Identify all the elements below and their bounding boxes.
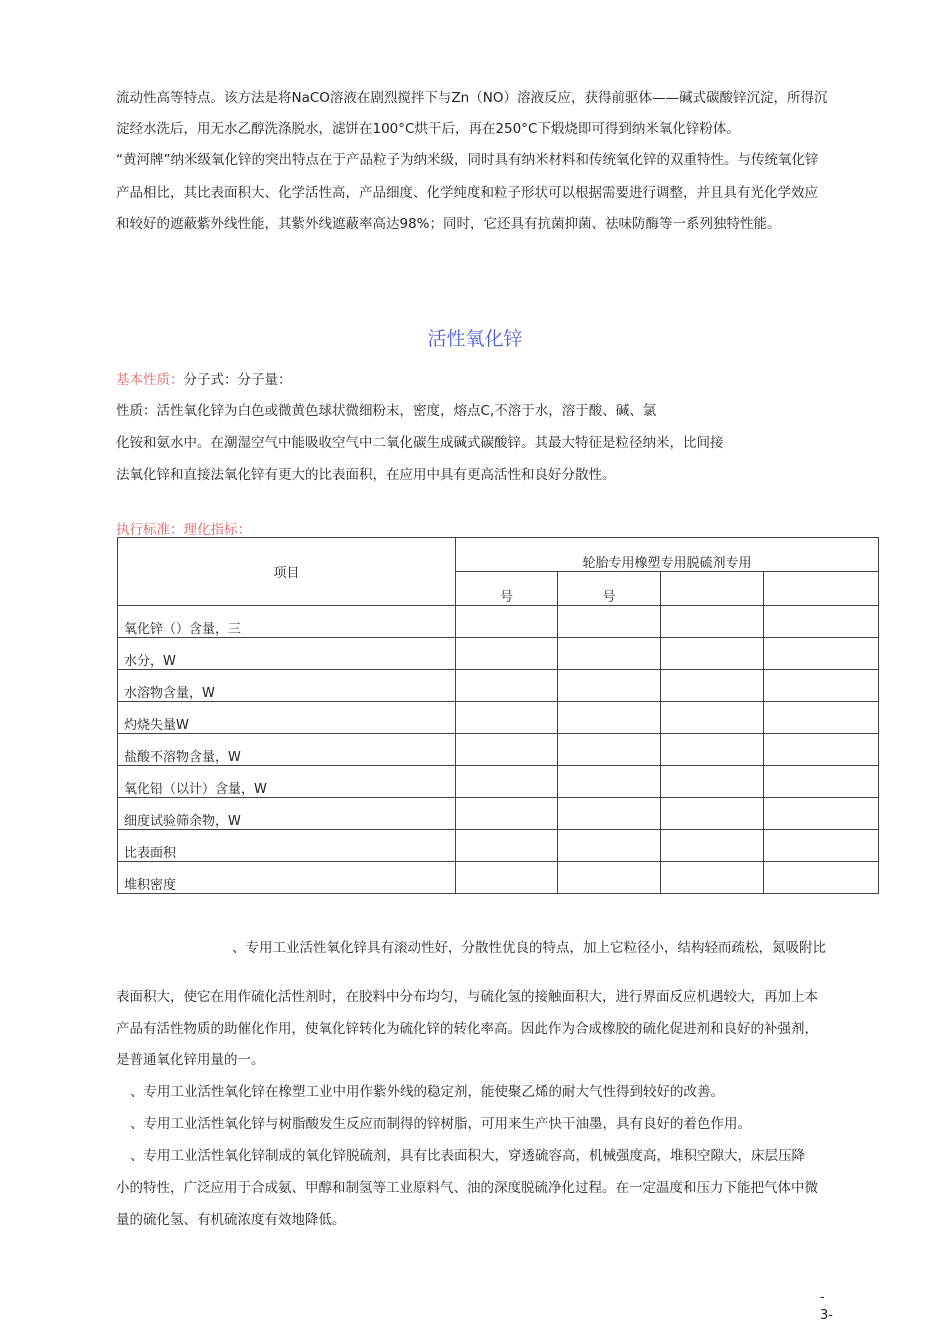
- table-row: [118, 862, 879, 894]
- table-subheader: [661, 572, 764, 606]
- row-label: 比表面积: [118, 830, 456, 862]
- intro-line-2: 淀经水洗后，用无水乙醇洗涤脱水，滤饼在100°C烘干后，再在250°C下煅烧即可得到纳米氧化锌粉体。: [116, 121, 740, 137]
- usage-line-9: 量的硫化氢、有机硫浓度有效地降低。: [116, 1212, 346, 1228]
- properties-line-1: 性质：活性氧化锌为白色或微黄色球状微细粉末，密度，熔点C,不溶于水，溶于酸、碱、氯: [116, 403, 657, 419]
- row-label: 水分，W: [118, 638, 456, 670]
- table-row: [118, 638, 879, 670]
- intro-line-1: 流动性高等特点。该方法是将NaCO溶液在剧烈搅拌下与Zn（NO）溶液反应，获得前驱体——碱式碳酸锌沉淀，所得沉: [116, 90, 828, 106]
- usage-line-8: 小的特性，广泛应用于合成氨、甲醇和制氢等工业原料气、油的深度脱硫净化过程。在一定温度和压力下能把气体中微: [116, 1180, 818, 1196]
- table-row: [118, 606, 879, 638]
- table-subheader: [764, 572, 879, 606]
- section-title: 活性氧化锌: [427, 328, 523, 350]
- usage-line-2: 表面积大，使它在用作硫化活性剂时，在胶料中分布均匀，与硫化氢的接触面积大，进行界面反应机遇较大，再加上本: [116, 989, 818, 1005]
- page-number-dash: -: [820, 1290, 825, 1305]
- usage-line-7: 、专用工业活性氧化锌制成的氧化锌脱硫剂，具有比表面积大，穿透硫容高，机械强度高，堆积空隙大，床层压降: [130, 1148, 805, 1164]
- table-row: [118, 830, 879, 862]
- intro-line-3: “黄河牌”纳米级氧化锌的突出特点在于产品粒子为纳米级，同时具有纳米材料和传统氧化锌的双重特性。与传统氧化锌: [116, 152, 819, 168]
- row-label: 细度试验筛余物，W: [118, 798, 456, 830]
- table-subheader: 号: [558, 572, 661, 606]
- standard-label: 执行标准：理化指标：: [116, 522, 251, 538]
- table-row: [118, 702, 879, 734]
- spec-table: [117, 537, 879, 894]
- intro-line-4: 产品相比，其比表面积大、化学活性高，产品细度、化学纯度和粒子形状可以根据需要进行调整，并且具有光化学效应: [116, 185, 818, 201]
- row-label: 氧化铅（以计）含量，W: [118, 766, 456, 798]
- row-label: 氧化锌（）含量，三: [118, 606, 456, 638]
- table-row: [118, 798, 879, 830]
- table-header-item: 项目: [118, 538, 456, 606]
- usage-line-5: 、专用工业活性氧化锌在橡塑工业中用作紫外线的稳定剂，能使聚乙烯的耐大气性得到较好的改善。: [130, 1084, 724, 1100]
- row-label: 水溶物含量，W: [118, 670, 456, 702]
- table-header-group: 轮胎专用橡塑专用脱硫剂专用: [456, 538, 879, 572]
- properties-line-2: 化铵和氨水中。在潮湿空气中能吸收空气中二氧化碳生成碱式碳酸锌。其最大特征是粒径纳米，比间接: [116, 435, 724, 451]
- row-label: 灼烧失量W: [118, 702, 456, 734]
- intro-line-5: 和较好的遮蔽紫外线性能，其紫外线遮蔽率高达98%；同时，它还具有抗菌抑菌、祛味防酶等一系列独特性能。: [116, 216, 781, 232]
- table-row: [118, 766, 879, 798]
- usage-line-4: 是普通氧化锌用量的一。: [116, 1052, 265, 1068]
- properties-line-3: 法氧化锌和直接法氧化锌有更大的比表面积，在应用中具有更高活性和良好分散性。: [116, 467, 616, 483]
- table-row: [118, 734, 879, 766]
- table-subheader: 号: [456, 572, 558, 606]
- row-label: 盐酸不溶物含量，W: [118, 734, 456, 766]
- basic-properties-line: [116, 370, 292, 390]
- usage-line-6: 、专用工业活性氧化锌与树脂酸发生反应而制得的锌树脂，可用来生产快干油墨，具有良好的着色作用。: [130, 1116, 751, 1132]
- usage-line-3: 产品有活性物质的助催化作用，使氧化锌转化为硫化锌的转化率高。因此作为合成橡胶的硫化促进剂和良好的补强剂，: [116, 1021, 818, 1037]
- row-label: 堆积密度: [118, 862, 456, 894]
- table-row: [118, 670, 879, 702]
- usage-line-1: 、专用工业活性氧化锌具有滚动性好，分散性优良的特点，加上它粒径小，结构轻而疏松，氮吸附比: [232, 940, 826, 956]
- basic-properties-text: 分子式：分子量：: [183, 372, 292, 388]
- page-number: 3-: [820, 1308, 833, 1323]
- basic-properties-label: 基本性质：: [116, 372, 184, 388]
